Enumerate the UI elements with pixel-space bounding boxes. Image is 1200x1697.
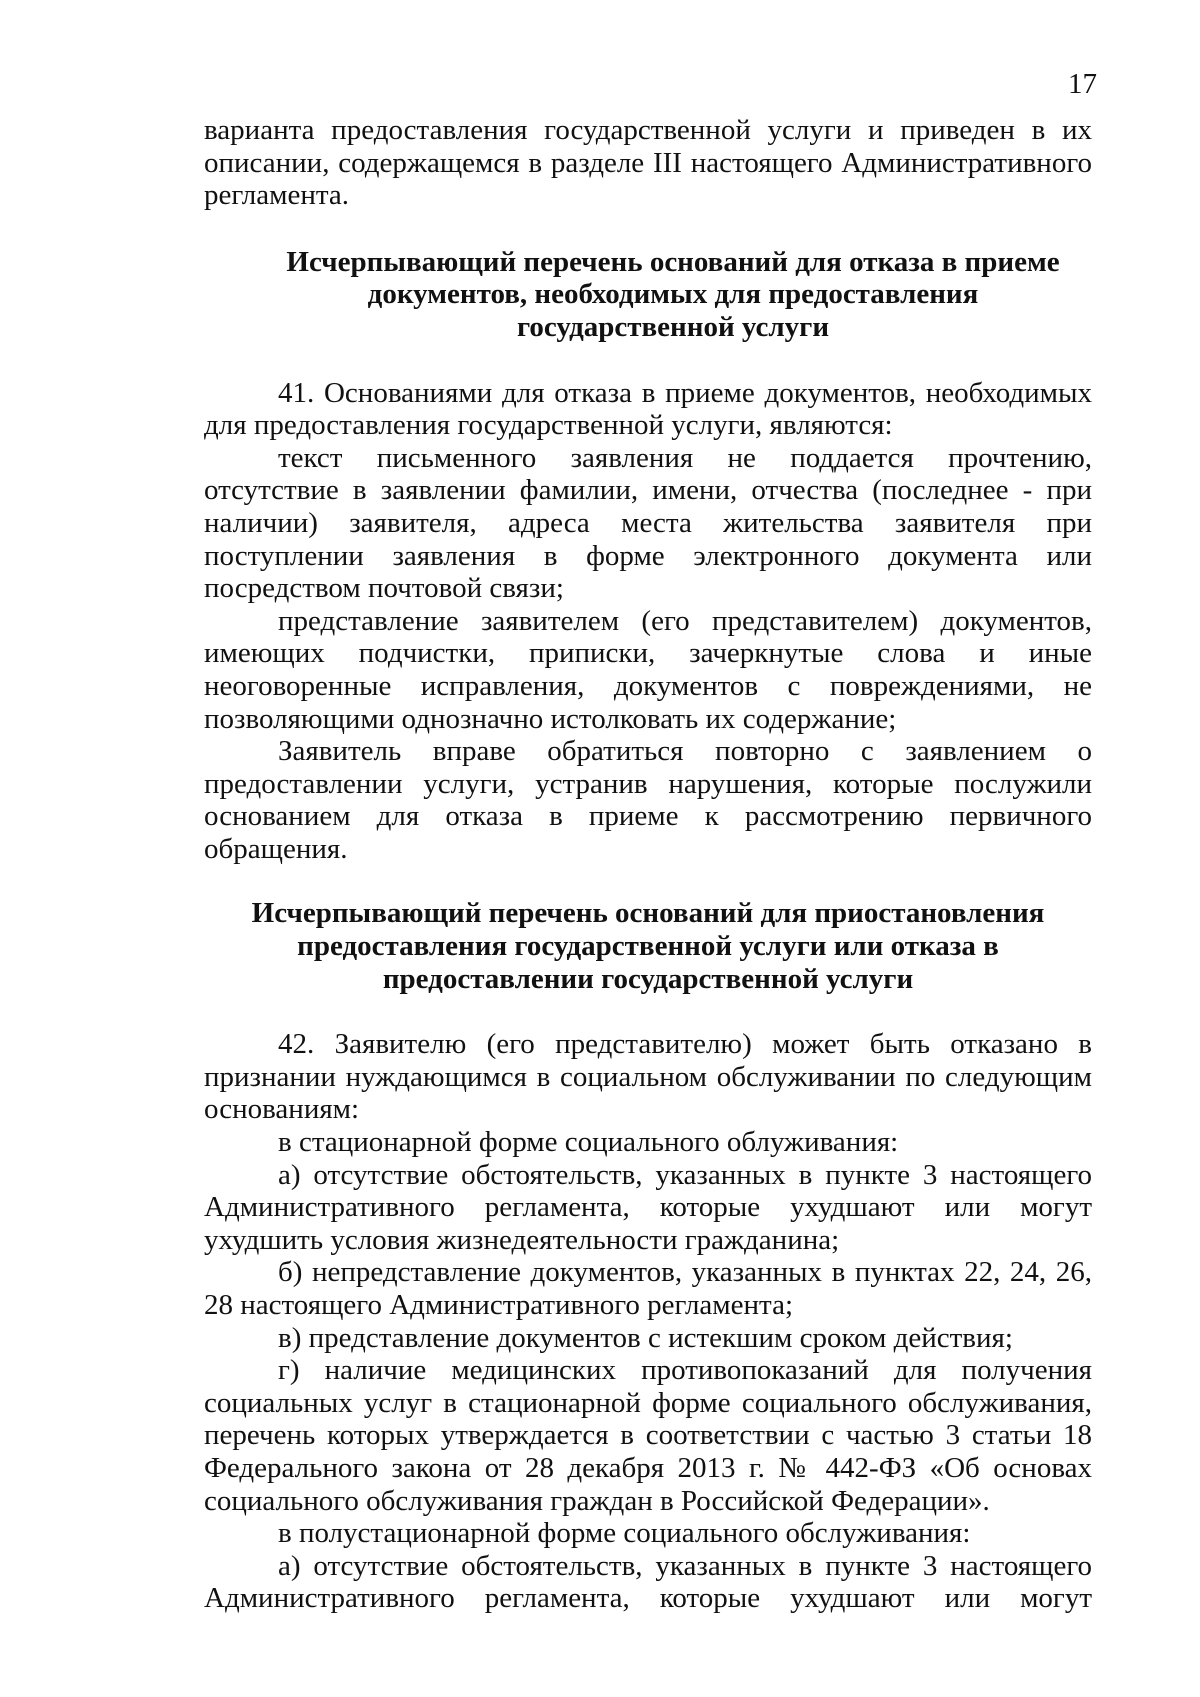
section-heading-suspension-refusal [204,897,1092,995]
heading-line: государственной услуги [516,310,830,343]
list-item-v: в) представление документов с истекшим сроком действия; [278,1321,1013,1354]
paragraph: текст письменного заявления не поддается прочтению, отсутствие в заявлении фамилии, имени, отчества (последнее - при наличии) заявителя, адреса места жительства заявителя при поступлении заявления в форме электронного документа или посредством почтовой связи; [204,441,1092,605]
heading-line: предоставлении государственной услуги [382,962,914,995]
list-item-b: б) непредставление документов, указанных в пунктах 22, 24, 26, 28 настоящего Административного регламента; [204,1256,1092,1321]
paragraph: представление заявителем (его представителем) документов, имеющих подчистки, приписки, зачеркнутые слова и иные неоговоренные исправления, документов с повреждениями, не позволяющими однозначно истолковать их содержание; [204,604,1092,735]
paragraph-41: 41. Основаниями для отказа в приеме документов, необходимых для предоставления государственной услуги, являются: [204,376,1092,442]
list-item-g: г) наличие медицинских противопоказаний для получения социальных услуг в стационарной форме социального обслуживания, перечень которых утверждается в соответствии с частью 3 статьи 18 Федерального закона от 28 декабря 2013 г. № 442-ФЗ «Об основах социального обслуживания граждан в Российской Федерации». [204,1354,1092,1517]
section-heading-refusal-acceptance [204,246,1092,344]
page-number: 17 [1068,68,1097,100]
heading-line: предоставления государственной услуги или отказа в [297,930,999,963]
intro-paragraph: варианта предоставления государственной услуги и приведен в их описании, содержащемся в разделе III настоящего Административного регламента. [204,114,1092,212]
heading-line: документов, необходимых для предоставления [367,278,979,311]
list-item-a: а) отсутствие обстоятельств, указанных в пункте 3 настоящего Административного регламента, которые ухудшают или могут [204,1549,1092,1615]
heading-line: Исчерпывающий перечень оснований для отказа в приеме [286,245,1060,278]
paragraph-42: 42. Заявителю (его представителю) может быть отказано в признании нуждающимся в социальном обслуживании по следующим основаниям: [204,1028,1092,1126]
paragraph: в полустационарной форме социального обслуживания: [278,1517,971,1550]
list-item-a: а) отсутствие обстоятельств, указанных в пункте 3 настоящего Административного регламента, которые ухудшают или могут ухудшить условия жизнедеятельности гражданина; [204,1158,1092,1256]
paragraph: Заявитель вправе обратиться повторно с заявлением о предоставлении услуги, устранив нарушения, которые послужили основанием для отказа в приеме к рассмотрению первичного обращения. [204,735,1092,865]
heading-line: Исчерпывающий перечень оснований для приостановления [251,897,1045,930]
paragraph: в стационарной форме социального облуживания: [278,1126,899,1159]
document-body [204,114,1092,1615]
